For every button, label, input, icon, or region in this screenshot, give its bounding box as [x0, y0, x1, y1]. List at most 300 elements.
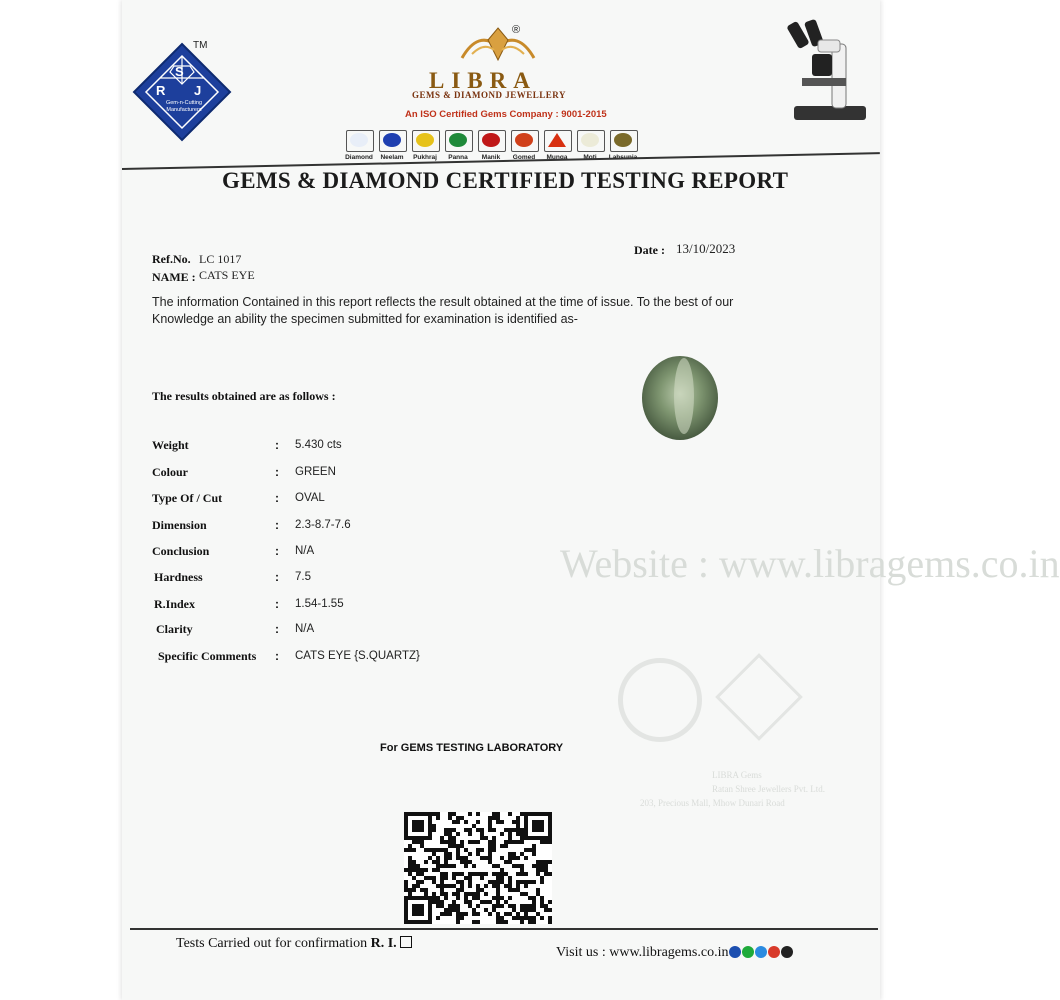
qr-module [516, 824, 520, 828]
qr-module [456, 888, 460, 892]
qr-module [516, 912, 520, 916]
result-colon: : [275, 597, 279, 611]
result-value: 5.430 cts [295, 439, 342, 451]
qr-module [448, 856, 452, 860]
qr-module [520, 916, 524, 920]
qr-module [424, 848, 428, 852]
address-line-2: Ratan Shree Jewellers Pvt. Ltd. [712, 784, 825, 794]
qr-code[interactable] [404, 812, 552, 924]
qr-module [508, 912, 512, 916]
qr-module [420, 868, 424, 872]
gem-swatch-gomed [511, 130, 539, 152]
qr-module [476, 828, 480, 832]
qr-module [540, 864, 544, 868]
qr-module [468, 904, 472, 908]
qr-module [492, 836, 496, 840]
gem-swatch-pukhraj [412, 130, 440, 152]
qr-module [472, 840, 476, 844]
qr-module [536, 864, 540, 868]
qr-module [508, 852, 512, 856]
gem-label: Munga [546, 154, 568, 161]
qr-module [476, 904, 480, 908]
qr-module [496, 920, 500, 924]
social-media-icon[interactable] [768, 946, 780, 958]
qr-module [524, 908, 528, 912]
qr-module [404, 848, 408, 852]
qr-module [516, 884, 520, 888]
result-value: CATS EYE {S.QUARTZ} [295, 650, 420, 662]
qr-module [448, 904, 452, 908]
qr-module [448, 836, 452, 840]
qr-module [420, 844, 424, 848]
results-heading: The results obtained are as follows : [152, 389, 336, 403]
qr-module [432, 824, 436, 828]
qr-module [432, 828, 436, 832]
qr-module [436, 812, 440, 816]
result-label: Weight [152, 438, 189, 452]
qr-module [488, 816, 492, 820]
social-icons [728, 945, 793, 960]
qr-module [480, 888, 484, 892]
qr-module [532, 844, 536, 848]
result-colon: : [275, 491, 279, 505]
qr-module [488, 844, 492, 848]
qr-module [500, 920, 504, 924]
qr-module [412, 868, 416, 872]
ref-label: Ref.No. [152, 252, 191, 266]
qr-module [540, 868, 544, 872]
qr-module [440, 836, 444, 840]
qr-module [468, 900, 472, 904]
qr-module [508, 896, 512, 900]
qr-module [476, 884, 480, 888]
qr-module [500, 832, 504, 836]
qr-module [408, 848, 412, 852]
result-colon: : [275, 465, 279, 479]
qr-module [504, 920, 508, 924]
qr-module [520, 920, 524, 924]
qr-module [520, 832, 524, 836]
qr-module [524, 872, 528, 876]
qr-module [532, 848, 536, 852]
qr-module [544, 864, 548, 868]
qr-module [456, 912, 460, 916]
qr-module [404, 880, 408, 884]
qr-module [536, 892, 540, 896]
qr-module [412, 884, 416, 888]
qr-module [432, 812, 436, 816]
qr-module [492, 896, 496, 900]
qr-module [464, 860, 468, 864]
qr-module [440, 840, 444, 844]
qr-module [408, 864, 412, 868]
result-value: 2.3-8.7-7.6 [295, 519, 351, 531]
qr-module [496, 900, 500, 904]
qr-module [500, 916, 504, 920]
qr-module [436, 816, 440, 820]
qr-module [412, 860, 416, 864]
qr-module [444, 860, 448, 864]
result-label: R.Index [154, 597, 196, 611]
qr-module [416, 872, 420, 876]
qr-module [420, 840, 424, 844]
result-colon: : [275, 570, 279, 584]
lab-signature: For GEMS TESTING LABORATORY [380, 742, 564, 754]
qr-module [428, 848, 432, 852]
date-label: Date : [634, 243, 665, 257]
qr-module [496, 864, 500, 868]
qr-module [448, 852, 452, 856]
qr-module [432, 880, 436, 884]
qr-module [520, 852, 524, 856]
qr-module [408, 844, 412, 848]
logo-caption: Gem-n-Cutting Manufacturers [165, 100, 203, 113]
qr-module [440, 848, 444, 852]
qr-module [456, 832, 460, 836]
qr-module [488, 828, 492, 832]
qr-module [500, 844, 504, 848]
website-watermark: Website : www.libragems.co.in [560, 541, 1060, 586]
footer-rule [130, 928, 878, 930]
qr-module [500, 856, 504, 860]
qr-module [448, 884, 452, 888]
qr-module [476, 912, 480, 916]
qr-module [464, 856, 468, 860]
qr-module [496, 812, 500, 816]
qr-module [528, 920, 532, 924]
result-colon: : [275, 518, 279, 532]
qr-module [452, 892, 456, 896]
qr-module [536, 868, 540, 872]
qr-module [436, 884, 440, 888]
qr-module [496, 888, 500, 892]
qr-module [532, 904, 536, 908]
qr-module [416, 840, 420, 844]
qr-module [512, 916, 516, 920]
qr-module [492, 864, 496, 868]
qr-module [456, 892, 460, 896]
qr-module [472, 912, 476, 916]
gem-label: Pukhraj [413, 154, 437, 161]
qr-module [548, 872, 552, 876]
qr-module [508, 904, 512, 908]
result-value: 1.54-1.55 [295, 598, 344, 610]
qr-module [544, 904, 548, 908]
qr-module [496, 892, 500, 896]
libra-crest-icon [458, 24, 538, 71]
qr-module [516, 828, 520, 832]
qr-module [516, 888, 520, 892]
qr-module [448, 844, 452, 848]
qr-module [524, 892, 528, 896]
qr-module [528, 904, 532, 908]
qr-module [448, 908, 452, 912]
qr-module [468, 884, 472, 888]
qr-module [472, 872, 476, 876]
qr-module [448, 864, 452, 868]
qr-module [516, 840, 520, 844]
qr-module [548, 900, 552, 904]
tests-text: Tests Carried out for confirmation [176, 936, 368, 951]
qr-module [508, 876, 512, 880]
result-label: Colour [152, 465, 188, 479]
qr-module [456, 816, 460, 820]
gem-swatch-stone [548, 133, 566, 147]
qr-module [468, 872, 472, 876]
qr-module [452, 872, 456, 876]
qr-module [452, 812, 456, 816]
qr-module [436, 848, 440, 852]
qr-module [508, 884, 512, 888]
qr-module [532, 920, 536, 924]
qr-module [428, 856, 432, 860]
qr-module [520, 812, 524, 816]
qr-module [528, 896, 532, 900]
qr-module [492, 884, 496, 888]
qr-module [540, 904, 544, 908]
qr-module [480, 828, 484, 832]
qr-module [496, 872, 500, 876]
qr-module [460, 884, 464, 888]
qr-module [444, 912, 448, 916]
gem-swatch-munga [544, 130, 572, 152]
qr-module [404, 884, 408, 888]
qr-module [472, 824, 476, 828]
intro-line-2: Knowledge an ability the specimen submitted for examination is identified as- [152, 312, 578, 326]
qr-module [456, 880, 460, 884]
qr-module [516, 832, 520, 836]
qr-module [452, 828, 456, 832]
qr-module [464, 828, 468, 832]
qr-module [476, 888, 480, 892]
logo-letter-j: J [194, 83, 202, 98]
qr-module [508, 888, 512, 892]
qr-module [436, 860, 440, 864]
gem-swatch-stone [416, 133, 434, 147]
qr-module [420, 888, 424, 892]
logo-letter-r: R [156, 83, 166, 98]
qr-module [456, 852, 460, 856]
brand-name: LIBRA [429, 68, 537, 93]
qr-module [436, 916, 440, 920]
qr-module [432, 900, 436, 904]
gem-swatch-stone [350, 133, 368, 147]
qr-module [492, 844, 496, 848]
qr-module [476, 840, 480, 844]
qr-module [452, 900, 456, 904]
qr-module [520, 880, 524, 884]
social-media-icon[interactable] [755, 946, 767, 958]
qr-module [484, 836, 488, 840]
qr-module [416, 880, 420, 884]
result-label: Hardness [154, 570, 203, 584]
qr-module [512, 864, 516, 868]
qr-module [480, 832, 484, 836]
qr-module [540, 860, 544, 864]
qr-module [532, 900, 536, 904]
qr-module [492, 812, 496, 816]
intro-paragraph [152, 294, 792, 328]
gem-swatch-neelam [379, 130, 407, 152]
qr-module [440, 884, 444, 888]
qr-module [460, 888, 464, 892]
qr-module [508, 856, 512, 860]
qr-module [488, 824, 492, 828]
qr-module [508, 832, 512, 836]
qr-module [468, 812, 472, 816]
qr-module [488, 840, 492, 844]
qr-module [496, 880, 500, 884]
qr-module [516, 820, 520, 824]
qr-module [512, 820, 516, 824]
qr-module [480, 836, 484, 840]
qr-module [476, 896, 480, 900]
qr-module [420, 872, 424, 876]
gem-swatch-lahsunia [610, 130, 638, 152]
qr-module [468, 840, 472, 844]
qr-module [488, 912, 492, 916]
qr-module [488, 848, 492, 852]
qr-module [424, 860, 428, 864]
gem-swatch-panna [445, 130, 473, 152]
qr-module [476, 920, 480, 924]
tests-ri: R. I. [370, 936, 397, 951]
qr-module [524, 848, 528, 852]
qr-module [412, 820, 424, 832]
qr-module [492, 904, 496, 908]
qr-module [524, 884, 528, 888]
qr-module [436, 900, 440, 904]
qr-module [464, 912, 468, 916]
qr-module [512, 828, 516, 832]
qr-module [444, 848, 448, 852]
qr-module [532, 820, 544, 832]
qr-module [492, 816, 496, 820]
qr-module [488, 820, 492, 824]
result-colon: : [275, 649, 279, 663]
qr-module [496, 876, 500, 880]
qr-module [412, 888, 416, 892]
qr-module [508, 860, 512, 864]
qr-module [532, 896, 536, 900]
qr-module [440, 872, 444, 876]
qr-module [516, 864, 520, 868]
social-media-icon[interactable] [781, 946, 793, 958]
qr-module [496, 884, 500, 888]
qr-module [460, 856, 464, 860]
qr-module [464, 876, 468, 880]
qr-module [472, 908, 476, 912]
qr-module [540, 900, 544, 904]
qr-module [548, 908, 552, 912]
qr-module [508, 812, 512, 816]
qr-module [472, 864, 476, 868]
qr-module [480, 856, 484, 860]
visit-text[interactable]: Visit us : www.libragems.co.in [556, 945, 729, 960]
visit-line [556, 945, 793, 961]
qr-module [468, 876, 472, 880]
qr-module [468, 832, 472, 836]
gem-swatch-stone [515, 133, 533, 147]
qr-module [432, 876, 436, 880]
qr-module [464, 864, 468, 868]
qr-module [456, 820, 460, 824]
qr-module [528, 880, 532, 884]
qr-module [504, 828, 508, 832]
qr-module [548, 860, 552, 864]
qr-module [408, 860, 412, 864]
address-line-1: LIBRA Gems [712, 770, 762, 780]
qr-module [440, 880, 444, 884]
qr-module [468, 880, 472, 884]
qr-module [540, 876, 544, 880]
qr-module [476, 892, 480, 896]
social-media-icon[interactable] [742, 946, 754, 958]
qr-module [452, 836, 456, 840]
qr-module [448, 840, 452, 844]
qr-module [496, 820, 500, 824]
qr-module [464, 900, 468, 904]
qr-module [448, 832, 452, 836]
qr-module [504, 900, 508, 904]
qr-module [476, 812, 480, 816]
qr-module [512, 908, 516, 912]
result-colon: : [275, 622, 279, 636]
qr-module [460, 816, 464, 820]
qr-module [484, 856, 488, 860]
qr-module [444, 840, 448, 844]
qr-module [500, 904, 504, 908]
qr-module [464, 820, 468, 824]
qr-module [412, 904, 424, 916]
qr-module [404, 868, 408, 872]
address-line-3: 203, Precious Mall, Mhow Dunari Road [640, 798, 785, 808]
social-media-icon[interactable] [729, 946, 741, 958]
qr-module [436, 896, 440, 900]
qr-module [540, 916, 544, 920]
qr-module [520, 868, 524, 872]
qr-module [440, 912, 444, 916]
srj-diamond-emblem [130, 40, 234, 144]
qr-module [544, 840, 548, 844]
qr-module [460, 916, 464, 920]
qr-module [412, 864, 416, 868]
report-title: GEMS & DIAMOND CERTIFIED TESTING REPORT [222, 168, 789, 193]
qr-module [512, 856, 516, 860]
qr-module [468, 828, 472, 832]
qr-module [520, 840, 524, 844]
iso-certification: An ISO Certified Gems Company : 9001-2015 [405, 109, 607, 120]
qr-module [444, 852, 448, 856]
qr-module [516, 856, 520, 860]
qr-module [520, 892, 524, 896]
qr-module [528, 848, 532, 852]
qr-module [436, 904, 440, 908]
qr-module [484, 900, 488, 904]
qr-module [488, 852, 492, 856]
qr-module [508, 840, 512, 844]
qr-module [444, 864, 448, 868]
result-label: Conclusion [152, 544, 210, 558]
qr-module [520, 904, 524, 908]
qr-module [408, 868, 412, 872]
qr-module [448, 812, 452, 816]
qr-module [536, 888, 540, 892]
qr-module [536, 872, 540, 876]
result-label: Type Of / Cut [152, 491, 223, 505]
result-value: 7.5 [295, 571, 311, 583]
qr-module [420, 880, 424, 884]
